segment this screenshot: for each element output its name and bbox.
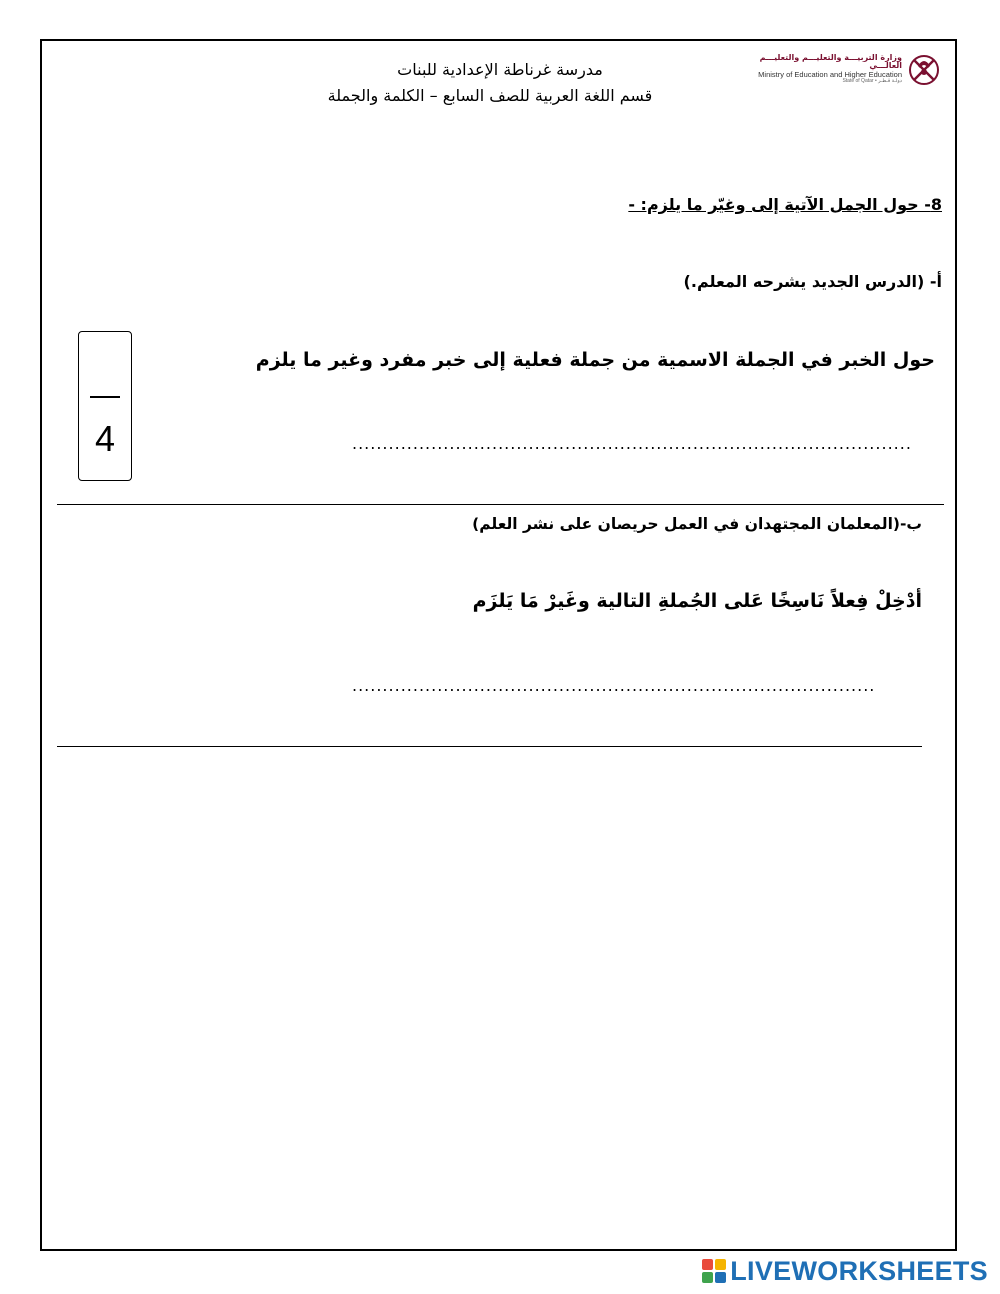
part-a-instruction: حول الخبر في الجملة الاسمية من جملة فعلية إلى خبر مفرد وغير ما يلزم [255, 349, 935, 371]
ministry-logo [742, 52, 942, 88]
liveworksheets-text: LIVEWORKSHEETS [730, 1255, 988, 1286]
logo-english-text: Ministry of Education and Higher Education [758, 69, 902, 79]
logo-sub-text: State of Qatar • دولـة قـطـر [842, 77, 902, 84]
section-divider [57, 746, 922, 747]
score-total: 4 [94, 418, 116, 459]
part-a-sentence: أ- (الدرس الجديد يشرحه المعلم.) [683, 272, 942, 291]
liveworksheets-brand [702, 1256, 988, 1286]
section-divider [57, 504, 944, 505]
question-title: 8- حول الجمل الآتية إلى وغيّر ما يلزم: - [628, 195, 942, 214]
liveworksheets-logo-icon [702, 1259, 726, 1283]
department-line: قسم اللغة العربية للصف السابع – الكلمة والجملة [327, 86, 653, 105]
part-b-sentence: ب-(المعلمان المجتهدان في العمل حريصان على نشر العلم) [472, 515, 922, 533]
page-border [40, 39, 957, 1251]
part-b-instruction: أدْخِلْ فِعلاً نَاسِخًا عَلى الجُملةِ التالية وغَيرْ مَا يَلزَم [472, 590, 922, 612]
logo-arabic-text: وزارة التربيـــة والتعليـــم والتعليـــم العالـــي [759, 53, 902, 71]
qatar-emblem-icon [906, 52, 942, 88]
score-blank[interactable] [90, 396, 120, 398]
part-b-answer-line[interactable]: ...................................................................................... [352, 676, 876, 695]
part-a-answer-line[interactable]: ............................................................................................ [352, 434, 912, 453]
school-name: مدرسة غرناطة الإعدادية للبنات [397, 60, 603, 79]
score-box [78, 331, 132, 481]
